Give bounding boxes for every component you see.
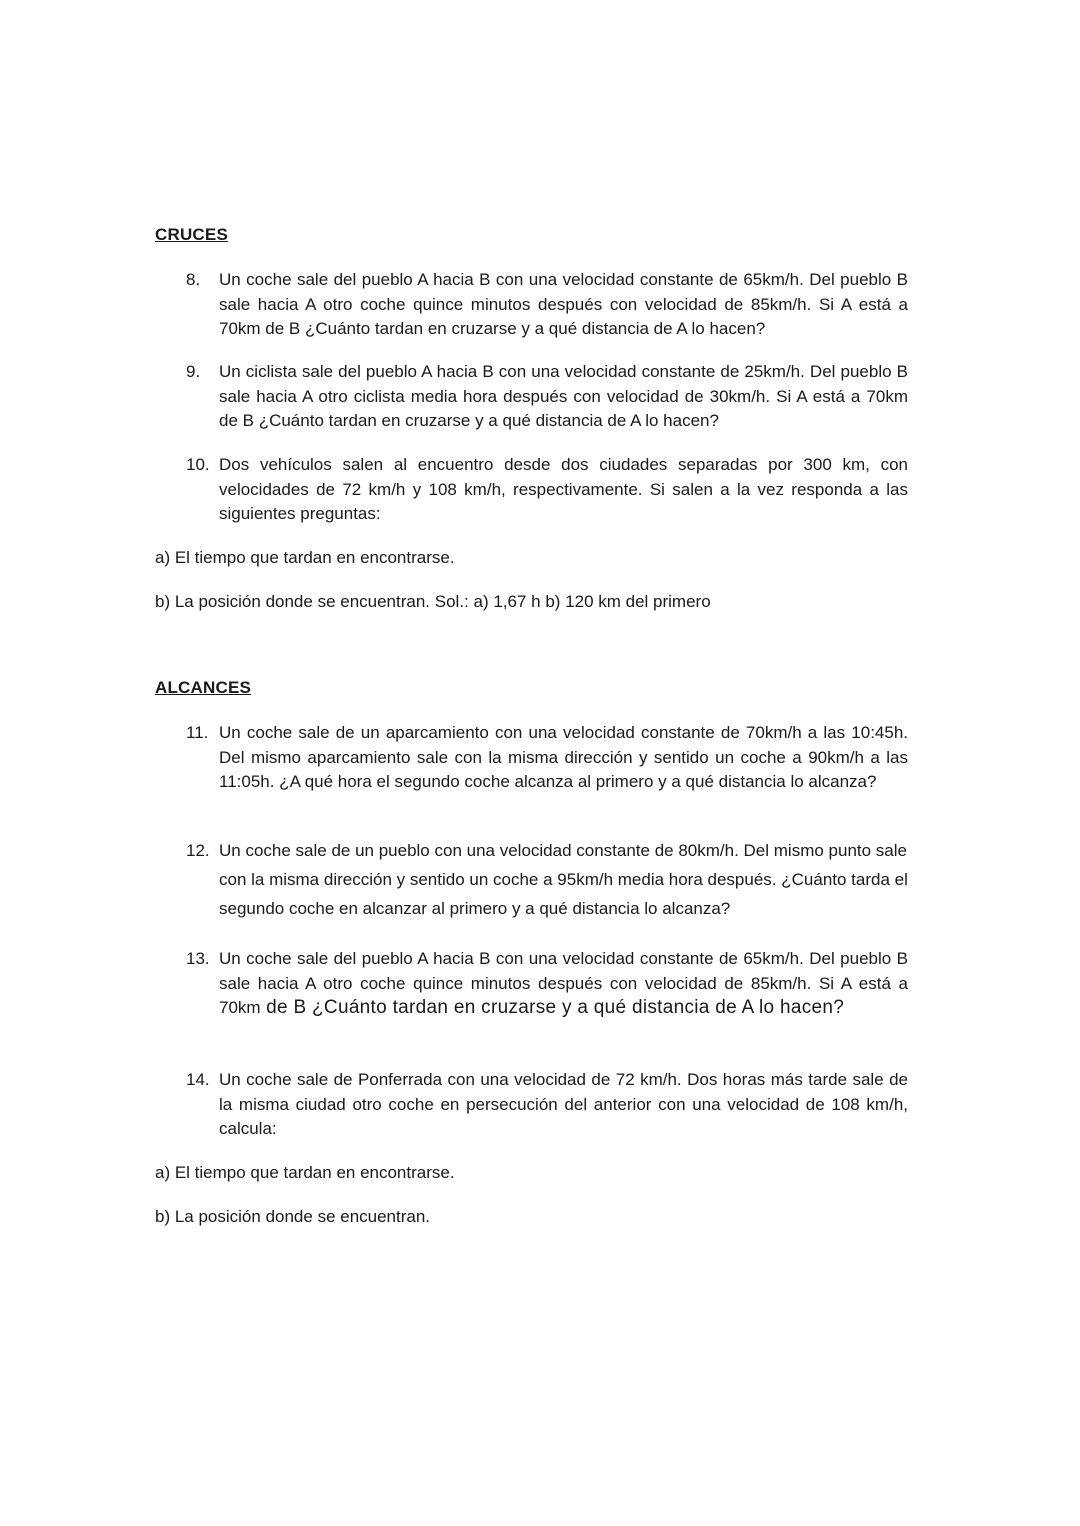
problem-text-part: Un coche sale del pueblo A hacia B con una velocidad constante de 65km/h. Del pueblo B sale hacia A otro coche quince minutos después con velocidad de 85km/h. Si A está a 70km <box>219 949 908 1017</box>
problem-text: Un coche sale de un pueblo con una velocidad constante de 80km/h. Del mismo punto sale con la misma dirección y sentido un coche a 95km/h media hora después. ¿Cuánto tarda el segundo coche en alcanzar al primero y a qué distancia lo alcanza? <box>219 841 908 918</box>
problem-text: Dos vehículos salen al encuentro desde dos ciudades separadas por 300 km, con velocidades de 72 km/h y 108 km/h, respectivamente. Si salen a la vez responda a las siguientes preguntas: <box>219 455 908 523</box>
problem-text: Un coche sale de Ponferrada con una velocidad de 72 km/h. Dos horas más tarde sale de la misma ciudad otro coche en persecución del anterior con una velocidad de 108 km/h, calcula: <box>219 1070 908 1138</box>
subquestion-b: b) La posición donde se encuentran. Sol.: a) 1,67 h b) 120 km del primero <box>155 592 711 611</box>
problem-text: Un coche sale de un aparcamiento con una velocidad constante de 70km/h a las 10:45h. Del mismo aparcamiento sale con la misma dirección y sentido un coche a 90km/h a las 11:05h. ¿A qué hora el segundo coche alcanza al primero y a qué distancia lo alcanza? <box>219 723 908 791</box>
problem-text: Un coche sale del pueblo A hacia B con una velocidad constante de 65km/h. Del pueblo B sale hacia A otro coche quince minutos después con velocidad de 85km/h. Si A está a 70km de B ¿Cuánto tardan en cruzarse y a qué distancia de A lo hacen? <box>219 270 908 338</box>
subquestion-a: a) El tiempo que tardan en encontrarse. <box>155 548 455 567</box>
problem-10 <box>186 453 908 527</box>
problem-11 <box>186 721 908 795</box>
section-title-cruces: CRUCES <box>155 225 228 244</box>
problem-number: 13. <box>186 949 210 968</box>
problem-text: Un ciclista sale del pueblo A hacia B con una velocidad constante de 25km/h. Del pueblo B sale hacia A otro ciclista media hora después con velocidad de 30km/h. Si A está a 70km de B ¿Cuánto tardan en cruzarse y a qué distancia de A lo hacen? <box>219 362 908 430</box>
problem-12 <box>186 836 928 923</box>
problem-9 <box>186 360 908 434</box>
problem-number: 11. <box>186 723 209 742</box>
problem-13 <box>186 947 908 1021</box>
subquestion-b: b) La posición donde se encuentran. <box>155 1207 431 1226</box>
subquestion-a: a) El tiempo que tardan en encontrarse. <box>155 1163 455 1182</box>
problem-number: 9. <box>186 362 201 381</box>
problem-number: 12. <box>186 841 210 860</box>
problem-number: 14. <box>186 1070 210 1089</box>
section-title-alcances: ALCANCES <box>155 678 252 697</box>
problem-text-part: de B ¿Cuánto tardan en cruzarse y a qué distancia de A lo hacen? <box>260 997 845 1018</box>
problem-8 <box>186 268 908 342</box>
problem-text <box>219 947 908 1021</box>
problem-14 <box>186 1068 908 1142</box>
problem-number: 8. <box>186 270 201 289</box>
problem-number: 10. <box>186 455 210 474</box>
